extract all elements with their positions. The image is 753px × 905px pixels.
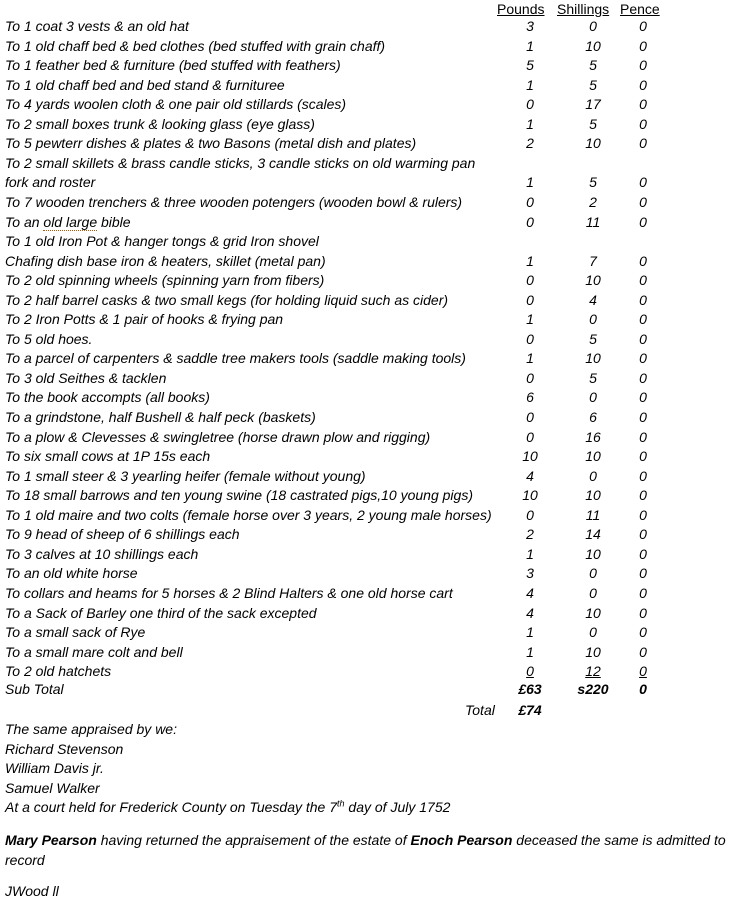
item-pounds: 0 bbox=[526, 663, 534, 680]
item-shillings: 10 bbox=[585, 350, 601, 367]
table-row bbox=[5, 291, 753, 311]
record-paragraph-text: having returned the appraisement of the estate of bbox=[96, 832, 411, 848]
header-pounds: Pounds bbox=[497, 1, 545, 17]
table-row bbox=[5, 349, 753, 369]
item-shillings: 0 bbox=[589, 467, 597, 484]
item-shillings: 5 bbox=[589, 369, 597, 386]
item-pence: 0 bbox=[639, 174, 647, 191]
item-description: To a Sack of Barley one third of the sack excepted bbox=[5, 604, 317, 621]
item-pence: 0 bbox=[639, 350, 647, 367]
item-pounds: 1 bbox=[526, 174, 534, 191]
table-row bbox=[5, 17, 753, 37]
table-row bbox=[5, 37, 753, 57]
item-shillings: 0 bbox=[589, 311, 597, 328]
table-row bbox=[5, 643, 753, 663]
item-description: To the book accompts (all books) bbox=[5, 389, 210, 406]
item-pounds: 1 bbox=[526, 252, 534, 269]
item-pence: 0 bbox=[639, 506, 647, 523]
item-shillings: 10 bbox=[585, 272, 601, 289]
item-description: To 9 head of sheep of 6 shillings each bbox=[5, 526, 240, 543]
item-shillings: 0 bbox=[589, 565, 597, 582]
item-description: To 7 wooden trenchers & three wooden potengers (wooden bowl & rulers) bbox=[5, 193, 463, 210]
item-description: To a grindstone, half Bushell & half peck (baskets) bbox=[5, 409, 316, 425]
item-pounds: 10 bbox=[522, 487, 538, 504]
table-row bbox=[5, 584, 753, 604]
item-pence: 0 bbox=[639, 409, 647, 425]
item-shillings: 5 bbox=[589, 330, 597, 347]
header-shillings: Shillings bbox=[557, 1, 610, 17]
appraiser-name-1: Richard Stevenson bbox=[5, 741, 124, 757]
table-row bbox=[5, 76, 753, 96]
item-pounds: 1 bbox=[526, 624, 534, 641]
signature: JWood ll bbox=[5, 883, 59, 899]
table-row bbox=[5, 310, 753, 330]
item-pence: 0 bbox=[639, 369, 647, 386]
item-description: To a small sack of Rye bbox=[5, 624, 146, 641]
item-shillings: 5 bbox=[589, 57, 597, 74]
table-row bbox=[5, 486, 753, 506]
item-pounds: 0 bbox=[526, 272, 534, 289]
item-pounds: 3 bbox=[526, 565, 534, 582]
item-pounds: 1 bbox=[526, 350, 534, 367]
item-pounds: 6 bbox=[526, 389, 534, 406]
item-pounds: 0 bbox=[526, 213, 534, 230]
item-shillings: 7 bbox=[589, 252, 597, 269]
item-pence: 0 bbox=[639, 311, 647, 328]
item-description: To 5 old hoes. bbox=[5, 330, 93, 347]
table-row bbox=[5, 271, 753, 291]
table-row bbox=[5, 115, 753, 135]
item-pence: 0 bbox=[639, 584, 647, 601]
item-pounds: 3 bbox=[526, 18, 534, 34]
spellcheck-marker: old large bbox=[43, 213, 98, 230]
record-paragraph bbox=[5, 831, 750, 870]
item-shillings: 17 bbox=[585, 96, 601, 113]
item-pence: 0 bbox=[639, 291, 647, 308]
item-pence: 0 bbox=[639, 37, 647, 54]
item-description: To a small mare colt and bell bbox=[5, 643, 183, 660]
table-row bbox=[5, 252, 753, 272]
item-description: To 4 yards woolen cloth & one pair old stillards (scales) bbox=[5, 96, 347, 113]
table-row bbox=[5, 173, 753, 193]
table-row bbox=[5, 467, 753, 487]
item-pence: 0 bbox=[639, 545, 647, 562]
item-description: To 1 old Iron Pot & hanger tongs & grid Iron shovel bbox=[5, 233, 319, 250]
court-line-text: At a court held for Frederick County on Tuesday the 7 bbox=[5, 799, 338, 815]
item-description: To 1 feather bed & furniture (bed stuffed with feathers) bbox=[5, 57, 341, 74]
item-shillings: 16 bbox=[585, 428, 601, 445]
item-shillings: 0 bbox=[589, 584, 597, 601]
court-line-end: day of July 1752 bbox=[344, 799, 451, 815]
item-shillings: 4 bbox=[589, 291, 597, 308]
table-row bbox=[5, 564, 753, 584]
table-row bbox=[5, 604, 753, 624]
table-row bbox=[5, 447, 753, 467]
item-description: To 18 small barrows and ten young swine (18 castrated pigs,10 young pigs) bbox=[5, 487, 473, 504]
table-row bbox=[5, 428, 753, 448]
item-pence: 0 bbox=[639, 643, 647, 660]
item-pounds: 5 bbox=[526, 57, 534, 74]
item-shillings: 0 bbox=[589, 389, 597, 406]
item-description: To 2 Iron Potts & 1 pair of hooks & frying pan bbox=[5, 311, 284, 328]
item-shillings: 5 bbox=[589, 174, 597, 191]
table-row bbox=[5, 193, 753, 213]
item-shillings: 10 bbox=[585, 545, 601, 562]
item-pounds: 10 bbox=[522, 448, 538, 465]
item-pence: 0 bbox=[639, 272, 647, 289]
table-row bbox=[5, 134, 753, 154]
table-row bbox=[5, 408, 753, 428]
item-pence: 0 bbox=[639, 663, 647, 680]
item-pounds: 0 bbox=[526, 369, 534, 386]
item-pence: 0 bbox=[639, 18, 647, 34]
item-pence: 0 bbox=[639, 76, 647, 93]
total-value: £74 bbox=[518, 702, 542, 718]
item-pence: 0 bbox=[639, 526, 647, 543]
item-pounds: 4 bbox=[526, 584, 534, 601]
item-shillings: 10 bbox=[585, 487, 601, 504]
item-description: To 1 small steer & 3 yearling heifer (female without young) bbox=[5, 467, 366, 484]
item-pounds: 1 bbox=[526, 643, 534, 660]
item-shillings: 0 bbox=[589, 624, 597, 641]
item-shillings: 5 bbox=[589, 115, 597, 132]
item-description: To 2 small skillets & brass candle sticks, 3 candle sticks on old warming pan bbox=[5, 154, 476, 171]
item-pounds: 0 bbox=[526, 428, 534, 445]
item-pounds: 1 bbox=[526, 37, 534, 54]
item-pounds: 0 bbox=[526, 409, 534, 425]
item-shillings: 10 bbox=[585, 37, 601, 54]
table-row bbox=[5, 95, 753, 115]
table-row bbox=[5, 525, 753, 545]
item-pounds: 0 bbox=[526, 96, 534, 113]
item-description: To collars and heams for 5 horses & 2 Blind Halters & one old horse cart bbox=[5, 584, 453, 601]
item-description: To 3 calves at 10 shillings each bbox=[5, 545, 199, 562]
item-pounds: 4 bbox=[526, 604, 534, 621]
item-pounds: 0 bbox=[526, 506, 534, 523]
item-description: To 3 old Seithes & tacklen bbox=[5, 369, 167, 386]
item-pence: 0 bbox=[639, 96, 647, 113]
item-shillings: 10 bbox=[585, 448, 601, 465]
item-shillings: 10 bbox=[585, 604, 601, 621]
item-description: To a plow & Clevesses & swingletree (horse drawn plow and rigging) bbox=[5, 428, 431, 445]
item-description: To 2 old hatchets bbox=[5, 663, 112, 680]
table-row bbox=[5, 662, 753, 682]
item-shillings: 14 bbox=[585, 526, 601, 543]
item-shillings: 0 bbox=[589, 18, 597, 34]
item-pounds: 4 bbox=[526, 467, 534, 484]
item-pounds: 1 bbox=[526, 311, 534, 328]
item-pounds: 1 bbox=[526, 545, 534, 562]
subtotal-pence: 0 bbox=[639, 681, 647, 697]
item-pounds: 1 bbox=[526, 76, 534, 93]
item-description: To an old white horse bbox=[5, 565, 138, 582]
item-description: To 2 small boxes trunk & looking glass (eye glass) bbox=[5, 115, 315, 132]
item-pounds: 0 bbox=[526, 193, 534, 210]
table-row bbox=[5, 545, 753, 565]
record-paragraph-end: deceased the same is admitted to record bbox=[5, 832, 726, 868]
item-pence: 0 bbox=[639, 252, 647, 269]
court-line-sup: th bbox=[337, 798, 345, 809]
table-row bbox=[5, 232, 753, 252]
item-description: fork and roster bbox=[5, 174, 96, 191]
item-shillings: 11 bbox=[585, 506, 601, 523]
header-pence: Pence bbox=[620, 1, 660, 17]
table-row bbox=[5, 369, 753, 389]
item-shillings: 5 bbox=[589, 76, 597, 93]
item-pence: 0 bbox=[639, 135, 647, 152]
item-pence: 0 bbox=[639, 330, 647, 347]
item-pence: 0 bbox=[639, 389, 647, 406]
item-pence: 0 bbox=[639, 115, 647, 132]
item-pence: 0 bbox=[639, 604, 647, 621]
subtotal-label: Sub Total bbox=[5, 681, 64, 697]
item-pence: 0 bbox=[639, 467, 647, 484]
table-row bbox=[5, 330, 753, 350]
item-description: To an old large bible bbox=[5, 213, 131, 230]
item-description: To 2 old spinning wheels (spinning yarn from fibers) bbox=[5, 272, 325, 289]
item-shillings: 2 bbox=[589, 193, 597, 210]
item-description: To 5 pewterr dishes & plates & two Basons (metal dish and plates) bbox=[5, 135, 417, 152]
item-pence: 0 bbox=[639, 213, 647, 230]
court-line bbox=[5, 798, 753, 818]
item-shillings: 10 bbox=[585, 135, 601, 152]
item-description: To 1 old maire and two colts (female horse over 3 years, 2 young male horses) bbox=[5, 506, 492, 523]
item-pence: 0 bbox=[639, 428, 647, 445]
item-description: To 1 coat 3 vests & an old hat bbox=[5, 18, 189, 34]
appraiser-name-3: Samuel Walker bbox=[5, 780, 100, 796]
item-shillings: 12 bbox=[585, 663, 601, 680]
subtotal-shillings: s220 bbox=[577, 681, 609, 697]
table-row bbox=[5, 56, 753, 76]
item-description: To 1 old chaff bed and bed stand & furnituree bbox=[5, 76, 285, 93]
item-pence: 0 bbox=[639, 193, 647, 210]
item-shillings: 11 bbox=[585, 213, 601, 230]
subtotal-row bbox=[5, 680, 753, 700]
item-description: To a parcel of carpenters & saddle tree makers tools (saddle making tools) bbox=[5, 350, 466, 367]
item-pence: 0 bbox=[639, 565, 647, 582]
item-description: Chafing dish base iron & heaters, skillet (metal pan) bbox=[5, 252, 326, 269]
total-row bbox=[5, 701, 753, 721]
table-row bbox=[5, 213, 753, 233]
item-pence: 0 bbox=[639, 624, 647, 641]
item-pounds: 0 bbox=[526, 291, 534, 308]
item-description: To six small cows at 1P 15s each bbox=[5, 448, 211, 465]
item-pounds: 0 bbox=[526, 330, 534, 347]
table-row bbox=[5, 506, 753, 526]
table-row bbox=[5, 623, 753, 643]
item-description: To 2 half barrel casks & two small kegs (for holding liquid such as cider) bbox=[5, 291, 449, 308]
item-pounds: 1 bbox=[526, 115, 534, 132]
item-description: To 1 old chaff bed & bed clothes (bed stuffed with grain chaff) bbox=[5, 37, 386, 54]
item-pence: 0 bbox=[639, 487, 647, 504]
table-row bbox=[5, 388, 753, 408]
total-label: Total bbox=[465, 702, 495, 718]
appraiser-name-2: William Davis jr. bbox=[5, 760, 104, 776]
name-enoch-pearson: Enoch Pearson bbox=[410, 832, 513, 848]
item-shillings: 10 bbox=[585, 643, 601, 660]
item-pounds: 2 bbox=[526, 526, 534, 543]
item-pence: 0 bbox=[639, 448, 647, 465]
subtotal-pounds: £63 bbox=[518, 681, 542, 697]
appraised-line: The same appraised by we: bbox=[5, 721, 177, 737]
item-pence: 0 bbox=[639, 57, 647, 74]
table-row bbox=[5, 154, 753, 174]
item-shillings: 6 bbox=[589, 409, 597, 425]
item-pounds: 2 bbox=[526, 135, 534, 152]
name-mary-pearson: Mary Pearson bbox=[5, 832, 97, 848]
